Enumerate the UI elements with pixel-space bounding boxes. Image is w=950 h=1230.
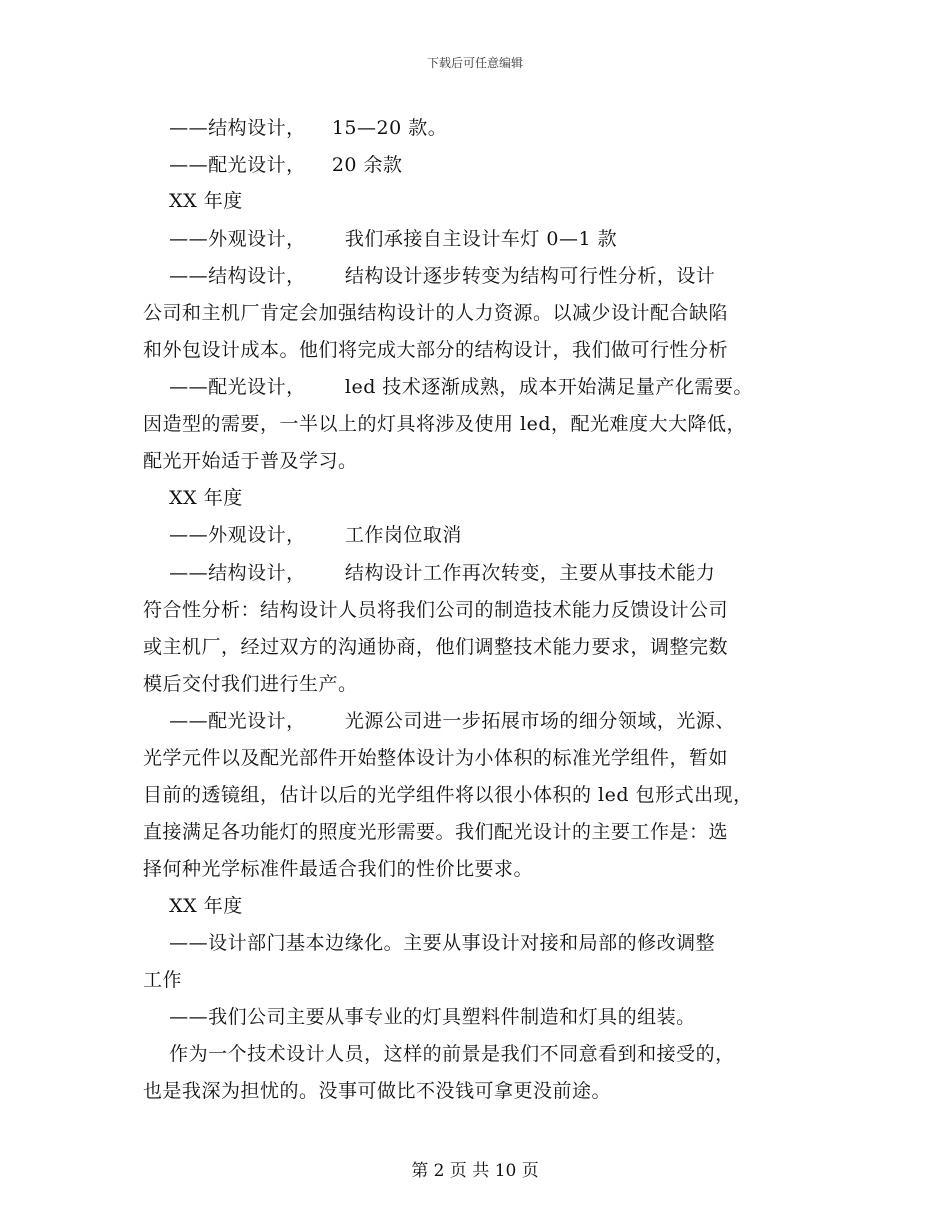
page-footer: 第 2 页 共 10 页 [411, 1161, 539, 1181]
text-line: 光学元件以及配光部件开始整体设计为小体积的标准光学组件，暂如 [143, 747, 729, 769]
text-line: 择何种光学标准件最适合我们的性价比要求。 [143, 858, 534, 880]
text-line: 也是我深为担忧的。没事可做比不没钱可拿更没前途。 [143, 1080, 612, 1102]
text-line: 和外包设计成本。他们将完成大部分的结构设计，我们做可行性分析 [143, 339, 729, 361]
text-line: 或主机厂，经过双方的沟通协商，他们调整技术能力要求，调整完数 [143, 636, 729, 658]
text-line: ——我们公司主要从事专业的灯具塑料件制造和灯具的组装。 [143, 1006, 696, 1028]
text-line: 符合性分析：结构设计人员将我们公司的制造技术能力反馈设计公司 [143, 599, 729, 621]
text-line: XX 年度 [143, 895, 243, 917]
text-line: XX 年度 [143, 190, 243, 212]
text-line: ——配光设计， 20 余款 [143, 154, 403, 176]
text-line: ——结构设计， 结构设计工作再次转变，主要从事技术能力 [143, 562, 716, 584]
text-line: 公司和主机厂肯定会加强结构设计的人力资源。以减少设计配合缺陷 [143, 302, 729, 324]
text-line: ——结构设计， 结构设计逐步转变为结构可行性分析，设计 [143, 265, 716, 287]
page-header: 下载后可任意编辑 [426, 56, 523, 70]
text-line: ——外观设计， 工作岗位取消 [143, 524, 462, 546]
text-line: 因造型的需要，一半以上的灯具将涉及使用 led，配光难度大大降低， [143, 413, 747, 435]
text-line: XX 年度 [143, 487, 243, 509]
text-line: 模后交付我们进行生产。 [143, 673, 358, 695]
text-line: ——配光设计， led 技术逐渐成熟，成本开始满足量产化需要。 [143, 376, 753, 398]
text-line: 直接满足各功能灯的照度光形需要。我们配光设计的主要工作是：选 [143, 821, 729, 843]
text-line: 配光开始适于普及学习。 [143, 450, 358, 472]
text-line: ——外观设计， 我们承接自主设计车灯 0—1 款 [143, 228, 618, 250]
text-line: ——结构设计， 15—20 款。 [143, 117, 448, 139]
text-line: ——配光设计， 光源公司进一步拓展市场的细分领域，光源、 [143, 710, 735, 732]
text-line: 作为一个技术设计人员，这样的前景是我们不同意看到和接受的， [143, 1043, 735, 1065]
text-line: 目前的透镜组，估计以后的光学组件将以很小体积的 led 包形式出现， [143, 784, 753, 806]
text-line: ——设计部门基本边缘化。主要从事设计对接和局部的修改调整 [143, 932, 716, 954]
text-line: 工作 [143, 969, 183, 991]
